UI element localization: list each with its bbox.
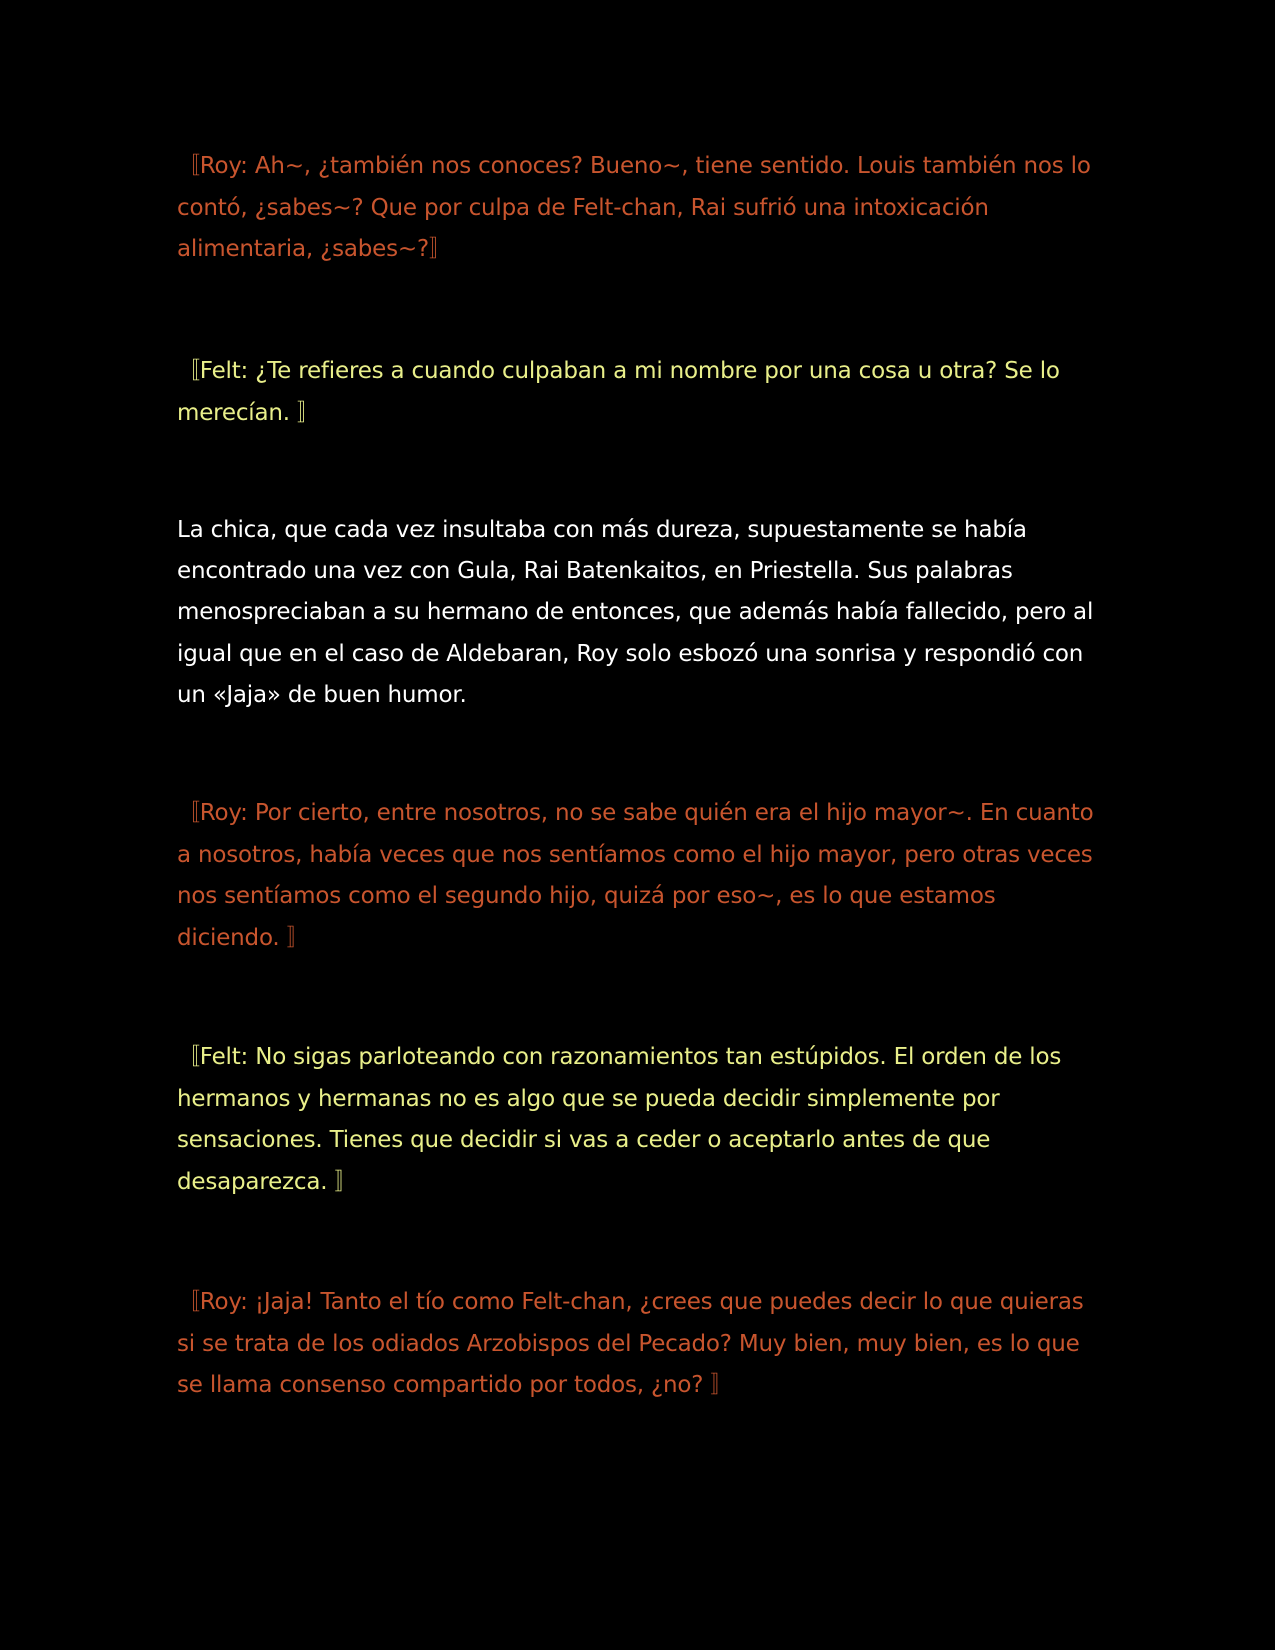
dialogue-roy-1: 〚Roy: Ah~, ¿también nos conoces? Bueno~, tiene sentido. Louis también nos lo contó, ¿sabes~? Que por culpa de Felt-chan, Rai sufrió una intoxicación alimentaria, ¿sabes~?〛 xyxy=(177,153,1091,262)
dialogue-felt-2: 〚Felt: No sigas parloteando con razonamientos tan estúpidos. El orden de los hermanos y hermanas no es algo que se pueda decidir simplemente por sensaciones. Tienes que decidir si vas a ceder o aceptarlo antes de que desaparezca. 〛 xyxy=(177,1044,1062,1195)
narration-paragraph: La chica, que cada vez insultaba con más dureza, supuestamente se había encontrado una vez con Gula, Rai Batenkaitos, en Priestella. Sus palabras menospreciaban a su hermano de entonces, que además había fallecido, pero al igual que en el caso de Aldebaran, Roy solo esbozó una sonrisa y respondió con un «Jaja» de buen humor. xyxy=(177,517,1094,708)
dialogue-roy-3: 〚Roy: ¡Jaja! Tanto el tío como Felt-chan, ¿crees que puedes decir lo que quieras si se trata de los odiados Arzobispos del Pecado? Muy bien, muy bien, es lo que se llama consenso compartido por todos, ¿no? 〛 xyxy=(177,1289,1084,1398)
dialogue-felt-1: 〚Felt: ¿Te refieres a cuando culpaban a mi nombre por una cosa u otra? Se lo merecían. 〛 xyxy=(177,358,1060,426)
dialogue-roy-2: 〚Roy: Por cierto, entre nosotros, no se sabe quién era el hijo mayor~. En cuanto a nosotros, había veces que nos sentíamos como el hijo mayor, pero otras veces nos sentíamos como el segundo hijo, quizá por eso~, es lo que estamos diciendo. 〛 xyxy=(177,800,1094,951)
